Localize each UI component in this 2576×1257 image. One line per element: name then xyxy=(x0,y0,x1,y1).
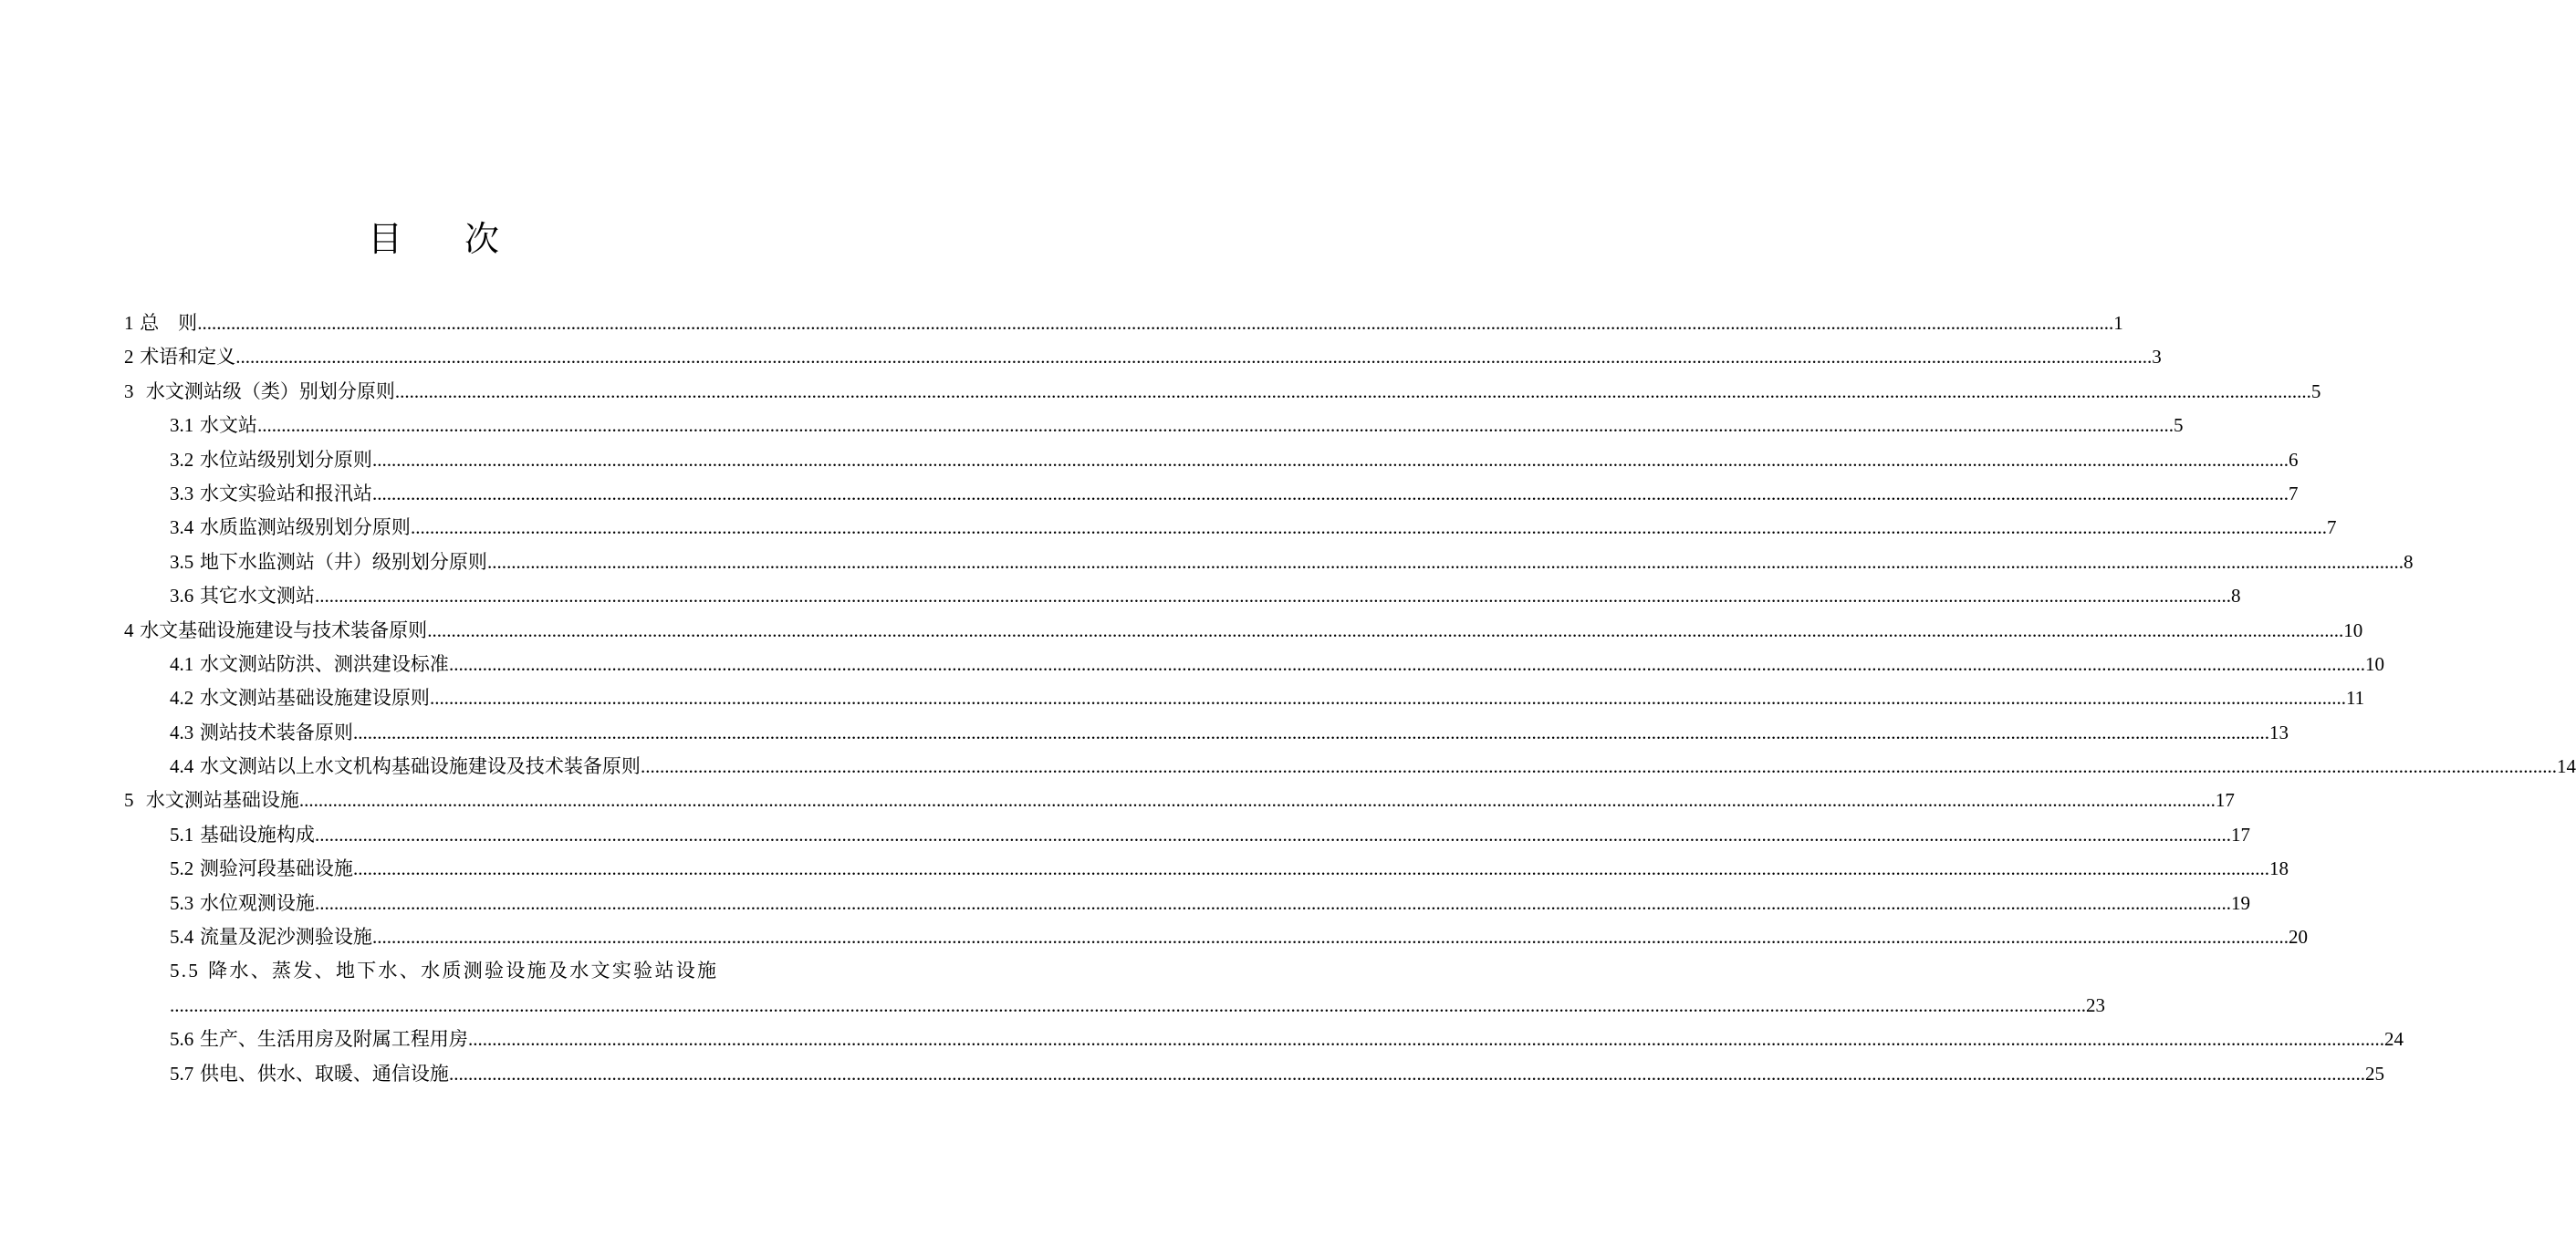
toc-entry-number: 5.1 xyxy=(170,823,194,846)
toc-entry-title: 水文站 xyxy=(199,414,257,437)
toc-entry-number: 3.5 xyxy=(170,550,194,573)
toc-entry-label xyxy=(170,750,641,784)
toc-page-number: 19 xyxy=(2230,891,2250,914)
toc-entry-label xyxy=(170,545,487,579)
toc-page-number: 20 xyxy=(2288,926,2308,949)
toc-entry-title: 生产、生活用房及附属工程用房 xyxy=(199,1028,468,1051)
toc-leader-dots: ................................................................................................................................................................................................................................................................................................................................................................................................................ xyxy=(235,346,2153,369)
toc-entry-label xyxy=(170,1023,468,1056)
toc-entry[interactable] xyxy=(124,1057,2384,1091)
page-title xyxy=(0,215,867,263)
toc-entry-title: 总 则 xyxy=(140,312,198,334)
toc-entry-number: 5 xyxy=(124,789,134,812)
toc-entry-number: 5.7 xyxy=(170,1062,194,1085)
toc-entry-title: 水文测站防洪、测洪建设标准 xyxy=(199,652,449,675)
toc-entry[interactable] xyxy=(124,340,2162,374)
toc-entry[interactable] xyxy=(124,648,2384,681)
toc-entry-label xyxy=(170,511,411,545)
toc-leader-dots: ................................................................................................................................................................................................................................................................................................................................................................................................................ xyxy=(427,618,2344,641)
toc-page-number: 14 xyxy=(2556,755,2576,778)
toc-entry-label xyxy=(170,1057,449,1091)
toc-page-number: 18 xyxy=(2268,857,2289,880)
toc-page-number: 11 xyxy=(2345,687,2365,710)
toc-entry-number: 3.2 xyxy=(170,448,194,471)
toc-entry-title: 水文测站以上水文机构基础设施建设及技术装备原则 xyxy=(199,755,641,778)
title-char-1: 目 xyxy=(367,219,402,259)
toc-entry-title: 基础设施构成 xyxy=(199,823,315,846)
toc-entry[interactable] xyxy=(124,852,2289,886)
toc-entry-number: 5.6 xyxy=(170,1028,194,1051)
toc-entry-label xyxy=(170,443,372,477)
toc-entry-label xyxy=(170,818,315,852)
toc-entry[interactable] xyxy=(124,920,2308,954)
toc-leader-dots: ................................................................................................................................................................................................................................................................................................................................................................................................................ xyxy=(371,448,2289,471)
toc-entry[interactable] xyxy=(124,409,2184,442)
toc-entry-number: 5.4 xyxy=(170,926,194,949)
title-char-2: 次 xyxy=(464,219,500,259)
toc-leader-dots: ................................................................................................................................................................................................................................................................................................................................................................................................................ xyxy=(448,1062,2365,1085)
toc-entry-number: 5.5 xyxy=(170,960,201,982)
toc-entry-label xyxy=(170,579,315,613)
toc-entry-title: 其它水文测站 xyxy=(199,585,315,608)
toc-leader-dots: ................................................................................................................................................................................................................................................................................................................................................................................................................ xyxy=(448,652,2365,675)
toc-entry-label xyxy=(124,340,235,374)
toc-entry[interactable] xyxy=(124,887,2250,920)
toc-page-number: 10 xyxy=(2364,652,2384,675)
toc-entry-number: 3.1 xyxy=(170,414,194,437)
toc-entry[interactable] xyxy=(124,443,2299,477)
toc-entry[interactable] xyxy=(124,545,2414,579)
toc-entry-title: 水位站级别划分原则 xyxy=(199,448,372,471)
toc-entry-label xyxy=(170,954,718,988)
toc-entry-title: 水文测站基础设施 xyxy=(145,789,299,812)
toc-entry[interactable] xyxy=(124,511,2337,545)
toc-entry-number: 4.2 xyxy=(170,687,194,710)
toc-entry[interactable] xyxy=(124,681,2365,715)
toc-entry-title: 测验河段基础设施 xyxy=(199,857,353,880)
toc-entry-title: 降水、蒸发、地下水、水质测验设施及水文实验站设施 xyxy=(208,960,719,982)
toc-entry-label xyxy=(170,887,315,920)
toc-page-number: 1 xyxy=(2113,312,2123,334)
table-of-contents xyxy=(124,306,2576,1091)
toc-entry-label xyxy=(170,477,372,511)
toc-leader-dots: ................................................................................................................................................................................................................................................................................................................................................................................................................ xyxy=(394,379,2311,402)
toc-entry-label xyxy=(170,920,372,954)
toc-leader-dots: ................................................................................................................................................................................................................................................................................................................................................................................................................ xyxy=(467,1028,2384,1051)
toc-leader-dots: ................................................................................................................................................................................................................................................................................................................................................................................................................ xyxy=(486,550,2404,573)
toc-leader-dots: ................................................................................................................................................................................................................................................................................................................................................................................................................ xyxy=(410,516,2327,539)
toc-entry-label xyxy=(170,648,449,681)
toc-entry[interactable] xyxy=(124,306,2123,340)
toc-entry-number: 3.4 xyxy=(170,516,194,539)
toc-leader-dots: ................................................................................................................................................................................................................................................................................................................................................................................................................ xyxy=(352,857,2269,880)
toc-page-number: 23 xyxy=(2086,993,2105,1016)
toc-page-number: 3 xyxy=(2152,346,2162,369)
toc-leader-dots: ................................................................................................................................................................................................................................................................................................................................................................................................................ xyxy=(197,312,2114,334)
toc-leader-dots: ................................................................................................................................................................................................................................................................................................................................................................................................................ xyxy=(352,721,2269,743)
toc-page-number: 5 xyxy=(2310,379,2321,402)
toc-page-number: 6 xyxy=(2288,448,2299,471)
toc-entry-title: 水文测站级（类）别划分原则 xyxy=(145,379,395,402)
toc-entry-number: 3 xyxy=(124,379,134,402)
toc-leader-dots: ................................................................................................................................................................................................................................................................................................................................................................................................................ xyxy=(314,585,2231,608)
toc-leader-dots: ................................................................................................................................................................................................................................................................................................................................................................................................................ xyxy=(640,755,2557,778)
toc-entry-number: 3.6 xyxy=(170,585,194,608)
toc-leader-dots: ................................................................................................................................................................................................................................................................................................................................................................................................................ xyxy=(371,482,2289,504)
toc-entry[interactable] xyxy=(124,579,2241,613)
toc-entry[interactable] xyxy=(124,818,2250,852)
toc-entry-number: 4.4 xyxy=(170,755,194,778)
toc-page-number: 7 xyxy=(2326,516,2337,539)
toc-entry-title: 地下水监测站（井）级别划分原则 xyxy=(199,550,487,573)
toc-entry-label xyxy=(170,681,430,715)
toc-leader-dots: ................................................................................................................................................................................................................................................................................................................................................................................................................ xyxy=(170,993,2086,1016)
toc-entry-label xyxy=(170,409,257,442)
toc-entry-number: 3.3 xyxy=(170,482,194,504)
toc-page-number: 5 xyxy=(2173,414,2184,437)
toc-entry-number: 5.2 xyxy=(170,857,194,880)
toc-entry[interactable] xyxy=(124,614,2363,648)
toc-entry[interactable] xyxy=(124,716,2289,750)
toc-entry-number: 1 xyxy=(124,312,134,334)
toc-entry-title: 测站技术装备原则 xyxy=(199,721,353,743)
toc-entry-title: 术语和定义 xyxy=(140,346,236,369)
toc-page-number: 8 xyxy=(2403,550,2414,573)
toc-entry-label xyxy=(124,784,299,817)
toc-entry-number: 4.3 xyxy=(170,721,194,743)
toc-entry[interactable] xyxy=(124,750,2576,784)
toc-page-number: 8 xyxy=(2230,585,2241,608)
toc-leader-dots: ................................................................................................................................................................................................................................................................................................................................................................................................................ xyxy=(298,789,2216,812)
toc-entry-number: 2 xyxy=(124,346,134,369)
toc-page-number: 25 xyxy=(2364,1062,2384,1085)
toc-entry-title: 水位观测设施 xyxy=(199,891,315,914)
toc-entry-title: 水文测站基础设施建设原则 xyxy=(199,687,430,710)
toc-entry-label xyxy=(124,306,197,340)
toc-entry-label xyxy=(170,716,353,750)
toc-entry[interactable] xyxy=(124,477,2299,511)
toc-entry-label xyxy=(124,375,395,409)
toc-entry[interactable] xyxy=(124,375,2321,409)
toc-entry-title: 流量及泥沙测验设施 xyxy=(199,926,372,949)
toc-entry[interactable] xyxy=(124,1023,2404,1056)
toc-page-number: 17 xyxy=(2215,789,2235,812)
toc-leader-dots: ................................................................................................................................................................................................................................................................................................................................................................................................................ xyxy=(256,414,2174,437)
toc-page-number: 24 xyxy=(2383,1028,2404,1051)
toc-entry-label xyxy=(170,852,353,886)
toc-entry-number: 5.3 xyxy=(170,891,194,914)
toc-page-number: 17 xyxy=(2230,823,2250,846)
toc-entry[interactable] xyxy=(124,784,2235,817)
toc-entry[interactable] xyxy=(124,954,767,988)
toc-entry-label xyxy=(124,614,427,648)
toc-leader-dots: ................................................................................................................................................................................................................................................................................................................................................................................................................ xyxy=(314,823,2231,846)
toc-page-number: 7 xyxy=(2288,482,2299,504)
toc-leader-dots: ................................................................................................................................................................................................................................................................................................................................................................................................................ xyxy=(314,891,2231,914)
toc-entry-title: 水质监测站级别划分原则 xyxy=(199,516,411,539)
toc-leader-dots: ................................................................................................................................................................................................................................................................................................................................................................................................................ xyxy=(429,687,2346,710)
toc-entry-continuation xyxy=(124,989,2105,1023)
toc-leader-dots: ................................................................................................................................................................................................................................................................................................................................................................................................................ xyxy=(371,926,2289,949)
toc-entry-number: 4 xyxy=(124,618,134,641)
toc-entry-title: 供电、供水、取暖、通信设施 xyxy=(199,1062,449,1085)
toc-entry-title: 水文实验站和报汛站 xyxy=(199,482,372,504)
toc-page-number: 10 xyxy=(2343,618,2363,641)
toc-page-number: 13 xyxy=(2268,721,2289,743)
toc-entry-title: 水文基础设施建设与技术装备原则 xyxy=(140,618,428,641)
toc-entry-number: 4.1 xyxy=(170,652,194,675)
